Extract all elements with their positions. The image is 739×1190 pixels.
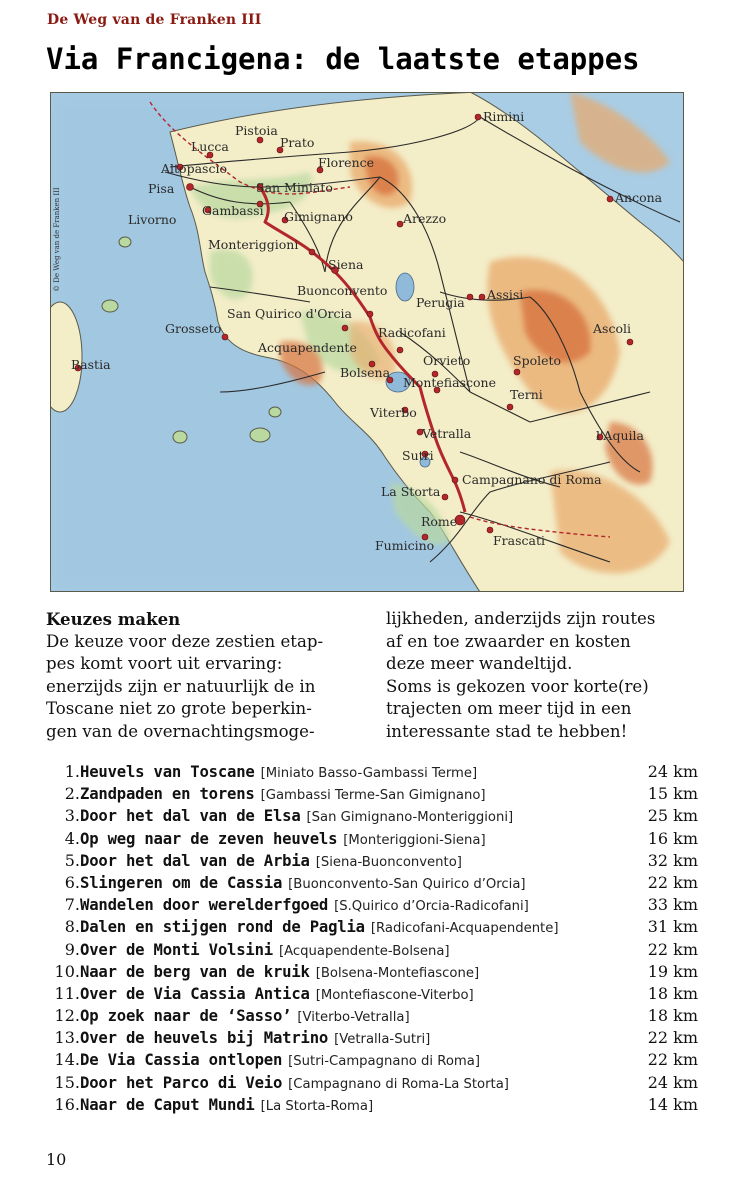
stage-name: Door het dal van de Arbia xyxy=(80,851,310,870)
stage-row xyxy=(46,1050,698,1072)
stage-row xyxy=(46,1028,698,1050)
stage-number: 10. xyxy=(54,961,80,981)
map-label-pistoia: Pistoia xyxy=(235,123,278,138)
intro-line: pes komt voort uit ervaring: xyxy=(46,654,283,674)
map-label-monteriggioni: Monteriggioni xyxy=(208,237,299,252)
intro-line: Toscane niet zo grote beperkin- xyxy=(46,699,312,719)
stage-route: [Buonconvento-San Quirico d’Orcia] xyxy=(288,876,526,892)
stage-distance: 18 km xyxy=(647,1006,698,1026)
stage-distance: 33 km xyxy=(647,895,698,915)
map-label-san-quirico: San Quirico d'Orcia xyxy=(227,306,352,321)
stage-distance: 14 km xyxy=(647,1094,698,1114)
map-label-montefiascone: Montefiascone xyxy=(403,375,496,390)
stage-row xyxy=(46,1006,698,1028)
stage-distance: 18 km xyxy=(647,983,698,1003)
stage-row xyxy=(46,851,698,873)
stage-name: De Via Cassia ontlopen xyxy=(80,1051,283,1070)
stage-name: Heuvels van Toscane xyxy=(80,763,255,781)
map-label-bastia: Bastia xyxy=(71,357,111,372)
map-label-rome: Rome xyxy=(421,514,458,529)
map-label-livorno: Livorno xyxy=(128,212,177,227)
stage-route: [Siena-Buonconvento] xyxy=(315,854,462,870)
map-label-campagnano: Campagnano di Roma xyxy=(462,472,602,487)
stage-row xyxy=(46,762,698,784)
stage-distance: 22 km xyxy=(647,939,698,959)
stage-number: 9. xyxy=(64,939,80,959)
stage-number: 16. xyxy=(54,1094,80,1114)
stage-name: Wandelen door werelderfgoed xyxy=(80,896,329,915)
stage-route: [San Gimignano-Monteriggioni] xyxy=(306,810,514,826)
stage-row xyxy=(46,784,698,806)
map-label-vetralla: Vetralla xyxy=(422,426,472,441)
map-copyright: © De Weg van de Franken III xyxy=(53,187,61,292)
stage-number: 5. xyxy=(64,850,80,870)
intro-right-column xyxy=(386,608,706,744)
map-label-siena: Siena xyxy=(328,257,364,272)
stage-route: [Miniato Basso-Gambassi Terme] xyxy=(260,766,478,781)
map-label-laquila: l'Aquila xyxy=(596,428,644,443)
stage-distance: 22 km xyxy=(647,1028,698,1048)
stage-route: [Acquapendente-Bolsena] xyxy=(278,943,450,959)
stage-number: 14. xyxy=(54,1050,80,1070)
map-label-altopascio: Altopascio xyxy=(161,161,227,176)
stage-distance: 15 km xyxy=(647,784,698,804)
stage-route: [La Storta-Roma] xyxy=(260,1098,374,1114)
stage-route: [Vetralla-Sutri] xyxy=(334,1032,431,1048)
map-label-acquapendente: Acquapendente xyxy=(258,340,357,355)
map-label-viterbo: Viterbo xyxy=(370,405,417,420)
stage-route: [Radicofani-Acquapendente] xyxy=(370,921,559,937)
stage-row xyxy=(46,873,698,895)
stage-name: Op weg naar de zeven heuvels xyxy=(80,829,338,848)
map-label-pisa: Pisa xyxy=(148,181,175,196)
intro-line: lijkheden, anderzijds zijn routes xyxy=(386,609,656,628)
page-number: 10 xyxy=(46,1150,67,1169)
stage-number: 4. xyxy=(64,828,80,848)
stage-number: 7. xyxy=(64,895,80,915)
route-map xyxy=(50,92,684,592)
map-label-spoleto: Spoleto xyxy=(513,353,562,368)
stage-distance: 19 km xyxy=(647,961,698,981)
intro-line: Soms is gekozen voor korte(re) xyxy=(386,676,649,696)
map-label-arezzo: Arezzo xyxy=(403,211,447,226)
stage-name: Zandpaden en torens xyxy=(80,785,255,804)
map-label-prato: Prato xyxy=(280,135,315,150)
stage-distance: 25 km xyxy=(647,806,698,826)
stage-row xyxy=(46,962,698,984)
stage-row xyxy=(46,1095,698,1117)
intro-line: interessante stad te hebben! xyxy=(386,721,628,741)
map-label-san-miniato: San Miniato xyxy=(256,180,333,195)
map-label-sutri: Sutri xyxy=(402,448,434,463)
stage-number: 8. xyxy=(64,917,80,937)
map-label-orvieto: Orvieto xyxy=(423,353,471,368)
intro-line: gen van de overnachtingsmoge- xyxy=(46,721,315,741)
stage-name: Naar de berg van de kruik xyxy=(80,962,310,981)
stage-number: 6. xyxy=(64,872,80,892)
map-label-gambassi: Gambassi xyxy=(202,203,264,218)
stage-route: [Viterbo-Vetralla] xyxy=(297,1010,410,1026)
stage-name: Over de Via Cassia Antica xyxy=(80,984,310,1003)
intro-line: trajecten om meer tijd in een xyxy=(386,699,632,719)
map-label-frascati: Frascati xyxy=(493,533,545,548)
intro-line: De keuze voor deze zestien etap- xyxy=(46,631,324,651)
map-label-bolsena: Bolsena xyxy=(340,365,391,380)
stage-number: 15. xyxy=(54,1072,80,1092)
stage-distance: 24 km xyxy=(647,1072,698,1092)
stage-name: Dalen en stijgen rond de Paglia xyxy=(80,918,365,937)
section-heading: Keuzes maken xyxy=(46,609,181,629)
stage-distance: 16 km xyxy=(647,828,698,848)
map-label-perugia: Perugia xyxy=(416,295,465,310)
map-label-buonconvento: Buonconvento xyxy=(297,283,388,298)
map-label-gimignano: Gimignano xyxy=(284,209,353,224)
stage-name: Slingeren om de Cassia xyxy=(80,873,283,892)
map-label-terni: Terni xyxy=(510,387,543,402)
stage-number: 12. xyxy=(54,1006,80,1026)
stage-name: Over de Monti Volsini xyxy=(80,940,273,959)
map-label-assisi: Assisi xyxy=(487,287,524,302)
stage-route: [Montefiascone-Viterbo] xyxy=(315,987,474,1003)
map-label-ascoli: Ascoli xyxy=(593,321,631,336)
map-label-fumicino: Fumicino xyxy=(375,538,435,553)
stage-number: 2. xyxy=(64,784,80,804)
map-label-la-storta: La Storta xyxy=(381,484,441,499)
stage-route: [Sutri-Campagnano di Roma] xyxy=(288,1054,480,1070)
stage-row xyxy=(46,984,698,1006)
stage-number: 1. xyxy=(64,762,80,781)
stage-route: [S.Quirico d’Orcia-Radicofani] xyxy=(334,899,529,915)
stage-distance: 32 km xyxy=(647,850,698,870)
stage-row xyxy=(46,1073,698,1095)
stage-route: [Campagnano di Roma-La Storta] xyxy=(288,1076,509,1092)
stage-number: 11. xyxy=(54,983,80,1003)
stage-number: 13. xyxy=(54,1028,80,1048)
stage-name: Door het Parco di Veio xyxy=(80,1073,283,1092)
page-title: Via Francigena: de laatste etappes xyxy=(46,42,640,76)
stage-number: 3. xyxy=(64,806,80,826)
intro-left-column xyxy=(46,608,366,744)
intro-line: enerzijds zijn er natuurlijk de in xyxy=(46,676,316,696)
map-label-lucca: Lucca xyxy=(191,139,229,154)
map-label-radicofani: Radicofani xyxy=(378,325,446,340)
map-label-ancona: Ancona xyxy=(615,190,663,205)
series-title: De Weg van de Franken III xyxy=(47,12,262,28)
stage-row xyxy=(46,829,698,851)
stage-name: Door het dal van de Elsa xyxy=(80,807,301,826)
stage-list xyxy=(46,762,698,1117)
stage-row xyxy=(46,806,698,828)
stage-route: [Bolsena-Montefiascone] xyxy=(315,965,480,981)
stage-distance: 22 km xyxy=(647,1050,698,1070)
stage-distance: 22 km xyxy=(647,872,698,892)
map-label-rimini: Rimini xyxy=(483,109,525,124)
stage-row xyxy=(46,895,698,917)
stage-distance: 31 km xyxy=(647,917,698,937)
stage-name: Over de heuvels bij Matrino xyxy=(80,1029,329,1048)
stage-row xyxy=(46,917,698,939)
stage-distance: 24 km xyxy=(647,762,698,781)
map-label-florence: Florence xyxy=(318,155,375,170)
map-label-grosseto: Grosseto xyxy=(165,321,222,336)
stage-route: [Gambassi Terme-San Gimignano] xyxy=(260,788,486,804)
intro-line: af en toe zwaarder en kosten xyxy=(386,631,631,651)
intro-line: deze meer wandeltijd. xyxy=(386,654,573,674)
stage-name: Op zoek naar de ‘Sasso’ xyxy=(80,1007,292,1026)
stage-route: [Monteriggioni-Siena] xyxy=(343,832,486,848)
stage-row xyxy=(46,940,698,962)
stage-name: Naar de Caput Mundi xyxy=(80,1095,255,1114)
